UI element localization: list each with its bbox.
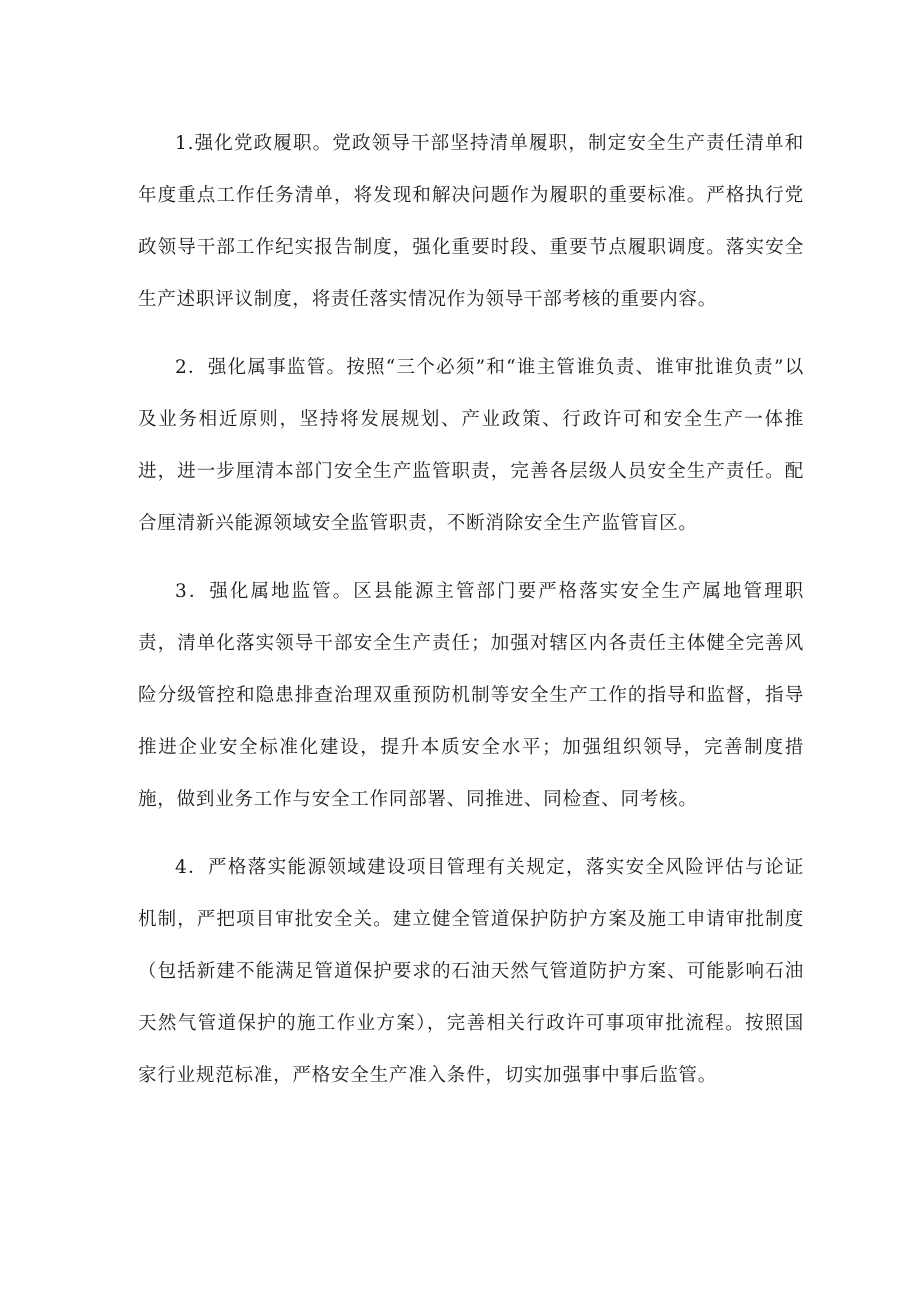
paragraph-4: 4．严格落实能源领域建设项目管理有关规定，落实安全风险评估与论证机制，严把项目审批安全关。建立健全管道保护防护方案及施工申请审批制度（包括新建不能满足管道保护要求的石油天然气管道防护方案、可能影响石油天然气管道保护的施工作业方案），完善相关行政许可事项审批流程。按照国家行业规范标准，严格安全生产准入条件，切实加强事中事后监管。	[138, 857, 804, 1086]
paragraph-2: 2．强化属事监管。按照“三个必须”和“谁主管谁负责、谁审批谁负责”以及业务相近原则，坚持将发展规划、产业政策、行政许可和安全生产一体推进，进一步厘清本部门安全生产监管职责，完善各层级人员安全生产责任。配合厘清新兴能源领域安全监管职责，不断消除安全生产监管盲区。	[138, 357, 804, 534]
paragraph-3: 3．强化属地监管。区县能源主管部门要严格落实安全生产属地管理职责，清单化落实领导干部安全生产责任；加强对辖区内各责任主体健全完善风险分级管控和隐患排查治理双重预防机制等安全生产工作的指导和监督，指导推进企业安全标准化建设，提升本质安全水平；加强组织领导，完善制度措施，做到业务工作与安全工作同部署、同推进、同检查、同考核。	[138, 581, 804, 810]
document-body	[138, 118, 804, 1118]
paragraph-1: 1.强化党政履职。党政领导干部坚持清单履职，制定安全生产责任清单和年度重点工作任务清单，将发现和解决问题作为履职的重要标准。严格执行党政领导干部工作纪实报告制度，强化重要时段、重要节点履职调度。落实安全生产述职评议制度，将责任落实情况作为领导干部考核的重要内容。	[138, 133, 804, 310]
